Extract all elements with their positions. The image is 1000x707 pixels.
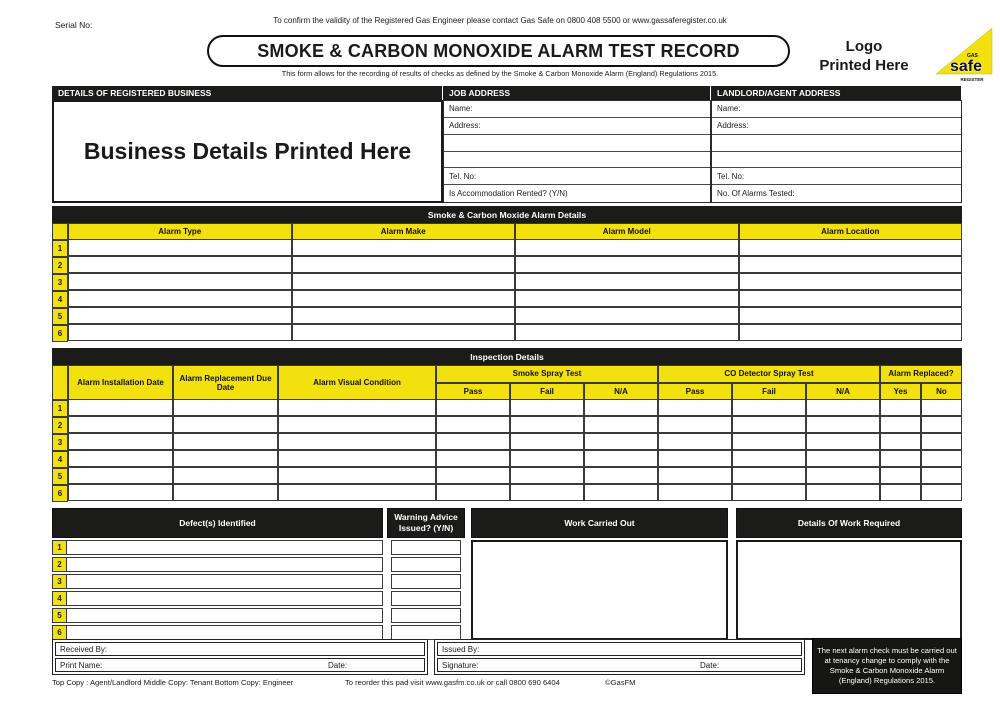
business-header: DETAILS OF REGISTERED BUSINESS xyxy=(52,86,443,100)
defect-row-6 xyxy=(52,625,383,640)
landlord-address-field-3 xyxy=(712,152,961,169)
row-number: 4 xyxy=(52,291,68,308)
group-smoke-spray-test: Smoke Spray Test xyxy=(436,365,658,383)
signature-label: Signature: xyxy=(442,660,479,670)
defect-field xyxy=(67,557,383,572)
row-number: 4 xyxy=(52,591,67,606)
landlord-address-field: Address: xyxy=(712,118,961,135)
smoke-fail-header: Fail xyxy=(510,383,584,401)
col-alarm-type: Alarm Type xyxy=(68,223,292,240)
smoke-pass-header: Pass xyxy=(436,383,510,401)
inspection-column-headers xyxy=(52,365,962,400)
addresses-section xyxy=(52,86,962,203)
group-co-spray-test: CO Detector Spray Test xyxy=(658,365,880,383)
defect-field xyxy=(67,608,383,623)
print-name-field xyxy=(55,658,425,672)
row-number: 3 xyxy=(52,574,67,589)
warning-field-5 xyxy=(391,608,461,623)
work-carried-out-header: Work Carried Out xyxy=(471,508,728,538)
svg-text:safe: safe xyxy=(949,58,982,75)
svg-text:GAS: GAS xyxy=(967,53,978,59)
inspection-row-1 xyxy=(52,400,962,417)
row-number-header xyxy=(52,365,68,400)
next-check-note: The next alarm check must be carried out at tenancy change to comply with the Smoke & Carbon Monoxide Alarm (England) Regulations 2015. xyxy=(812,638,962,694)
alarm-row-3 xyxy=(52,274,962,291)
alarm-type-cell xyxy=(68,256,292,273)
svg-text:REGISTER: REGISTER xyxy=(960,77,984,82)
issued-by-field: Issued By: xyxy=(437,642,802,656)
print-name-label: Print Name: xyxy=(60,660,103,670)
warning-advice-box xyxy=(387,508,465,640)
inspection-row-5 xyxy=(52,468,962,485)
alarm-type-cell xyxy=(68,324,292,341)
row-number: 1 xyxy=(52,240,68,257)
defect-row-5 xyxy=(52,608,383,623)
job-rented-field: Is Accommodation Rented? (Y/N) xyxy=(444,185,710,202)
co-na-header: N/A xyxy=(806,383,880,401)
alarm-location-cell xyxy=(739,239,963,256)
form-title: SMOKE & CARBON MONOXIDE ALARM TEST RECORD xyxy=(207,35,790,67)
issued-date-label: Date: xyxy=(700,660,720,670)
details-work-required-field xyxy=(736,540,962,640)
addresses-headers xyxy=(52,86,962,100)
alarm-location-cell xyxy=(739,256,963,273)
alarm-model-cell xyxy=(515,324,739,341)
details-work-required-box xyxy=(736,508,962,640)
defect-field xyxy=(67,625,383,640)
row-number: 5 xyxy=(52,468,68,485)
inspection-row-4 xyxy=(52,451,962,468)
co-pass-header: Pass xyxy=(658,383,732,401)
job-name-field: Name: xyxy=(444,101,710,118)
defects-header: Defect(s) Identified xyxy=(52,508,383,538)
signature-field xyxy=(437,658,802,672)
footer-copyright: ©GasFM xyxy=(605,678,636,687)
defect-field xyxy=(67,540,383,555)
alarm-model-cell xyxy=(515,273,739,290)
alarm-location-cell xyxy=(739,307,963,324)
job-address-field: Address: xyxy=(444,118,710,135)
row-number: 1 xyxy=(52,400,68,417)
row-number-header xyxy=(52,223,68,240)
received-box xyxy=(52,639,428,675)
landlord-name-field: Name: xyxy=(712,101,961,118)
row-number: 1 xyxy=(52,540,67,555)
work-carried-out-box xyxy=(471,508,728,640)
job-address-header: JOB ADDRESS xyxy=(443,86,711,100)
logo-placeholder-line1: Logo xyxy=(845,38,883,55)
received-date-label: Date: xyxy=(328,660,348,670)
row-number: 2 xyxy=(52,557,67,572)
alarm-type-cell xyxy=(68,273,292,290)
alarm-location-cell xyxy=(739,324,963,341)
row-number: 6 xyxy=(52,325,68,342)
form-subtitle: This form allows for the recording of results of checks as defined by the Smoke & Carbon Monoxide Alarm (England) Regulations 2015. xyxy=(281,69,719,78)
issued-box xyxy=(434,639,805,675)
col-alarm-location: Alarm Location xyxy=(739,223,963,240)
col-install-date: Alarm Installation Date xyxy=(68,365,173,400)
co-fail-header: Fail xyxy=(732,383,806,401)
warning-field-4 xyxy=(391,591,461,606)
alarm-row-1 xyxy=(52,240,962,257)
job-address-fields xyxy=(443,100,711,203)
alarm-row-5 xyxy=(52,308,962,325)
replaced-no-header: No xyxy=(921,383,962,401)
row-number: 2 xyxy=(52,417,68,434)
alarm-model-cell xyxy=(515,256,739,273)
defect-row-4 xyxy=(52,591,383,606)
alarm-location-cell xyxy=(739,273,963,290)
row-number: 2 xyxy=(52,257,68,274)
defect-row-3 xyxy=(52,574,383,589)
warning-field-1 xyxy=(391,540,461,555)
defect-row-1 xyxy=(52,540,383,555)
alarm-make-cell xyxy=(292,239,516,256)
details-work-required-header: Details Of Work Required xyxy=(736,508,962,538)
row-number: 5 xyxy=(52,608,67,623)
row-number: 6 xyxy=(52,625,67,640)
job-address-field-2 xyxy=(444,135,710,152)
warning-field-2 xyxy=(391,557,461,572)
landlord-address-field-2 xyxy=(712,135,961,152)
work-carried-out-field xyxy=(471,540,728,640)
job-address-field-3 xyxy=(444,152,710,169)
row-number: 3 xyxy=(52,434,68,451)
row-number: 6 xyxy=(52,485,68,502)
warning-field-3 xyxy=(391,574,461,589)
alarm-details-column-headers xyxy=(52,223,962,240)
inspection-section xyxy=(52,348,962,502)
inspection-row-6 xyxy=(52,485,962,502)
received-by-field: Received By: xyxy=(55,642,425,656)
col-visual-condition: Alarm Visual Condition xyxy=(278,365,436,400)
work-section xyxy=(52,508,962,642)
alarm-details-section xyxy=(52,206,962,342)
alarm-model-cell xyxy=(515,290,739,307)
defects-box xyxy=(52,508,383,640)
alarm-row-4 xyxy=(52,291,962,308)
alarm-location-cell xyxy=(739,290,963,307)
alarm-make-cell xyxy=(292,273,516,290)
alarm-details-title: Smoke & Carbon Moxide Alarm Details xyxy=(52,206,962,223)
col-alarm-make: Alarm Make xyxy=(292,223,516,240)
row-number: 5 xyxy=(52,308,68,325)
row-number: 4 xyxy=(52,451,68,468)
landlord-address-fields xyxy=(711,100,962,203)
defect-field xyxy=(67,574,383,589)
validity-notice: To confirm the validity of the Registered Gas Engineer please contact Gas Safe on 0800 408 5500 or www.gassaferegister.co.uk xyxy=(273,16,727,25)
alarm-type-cell xyxy=(68,290,292,307)
alarm-make-cell xyxy=(292,307,516,324)
replaced-yes-header: Yes xyxy=(880,383,921,401)
alarm-make-cell xyxy=(292,324,516,341)
inspection-row-3 xyxy=(52,434,962,451)
serial-no-label: Serial No: xyxy=(55,20,93,30)
business-details-placeholder: Business Details Printed Here xyxy=(52,100,443,203)
alarm-type-cell xyxy=(68,307,292,324)
defect-field xyxy=(67,591,383,606)
alarm-model-cell xyxy=(515,239,739,256)
warning-field-6 xyxy=(391,625,461,640)
warning-advice-header: Warning Advice Issued? (Y/N) xyxy=(387,508,465,538)
footer-copies: Top Copy : Agent/Landlord Middle Copy: Tenant Bottom Copy: Engineer xyxy=(52,678,294,687)
landlord-alarms-tested-field: No. Of Alarms Tested: xyxy=(712,185,961,202)
job-tel-field: Tel. No: xyxy=(444,168,710,185)
alarm-row-2 xyxy=(52,257,962,274)
col-replacement-date: Alarm Replacement Due Date xyxy=(173,365,278,400)
col-alarm-model: Alarm Model xyxy=(515,223,739,240)
defect-row-2 xyxy=(52,557,383,572)
alarm-model-cell xyxy=(515,307,739,324)
landlord-tel-field: Tel. No: xyxy=(712,168,961,185)
landlord-header: LANDLORD/AGENT ADDRESS xyxy=(711,86,962,100)
alarm-make-cell xyxy=(292,290,516,307)
smoke-na-header: N/A xyxy=(584,383,658,401)
inspection-row-2 xyxy=(52,417,962,434)
alarm-make-cell xyxy=(292,256,516,273)
inspection-title: Inspection Details xyxy=(52,348,962,365)
alarm-row-6 xyxy=(52,325,962,342)
footer-reorder: To reorder this pad visit www.gasfm.co.uk or call 0800 690 6404 xyxy=(345,678,560,687)
group-alarm-replaced: Alarm Replaced? xyxy=(880,365,962,383)
alarm-type-cell xyxy=(68,239,292,256)
row-number: 3 xyxy=(52,274,68,291)
logo-placeholder-line2: Printed Here xyxy=(819,56,909,74)
